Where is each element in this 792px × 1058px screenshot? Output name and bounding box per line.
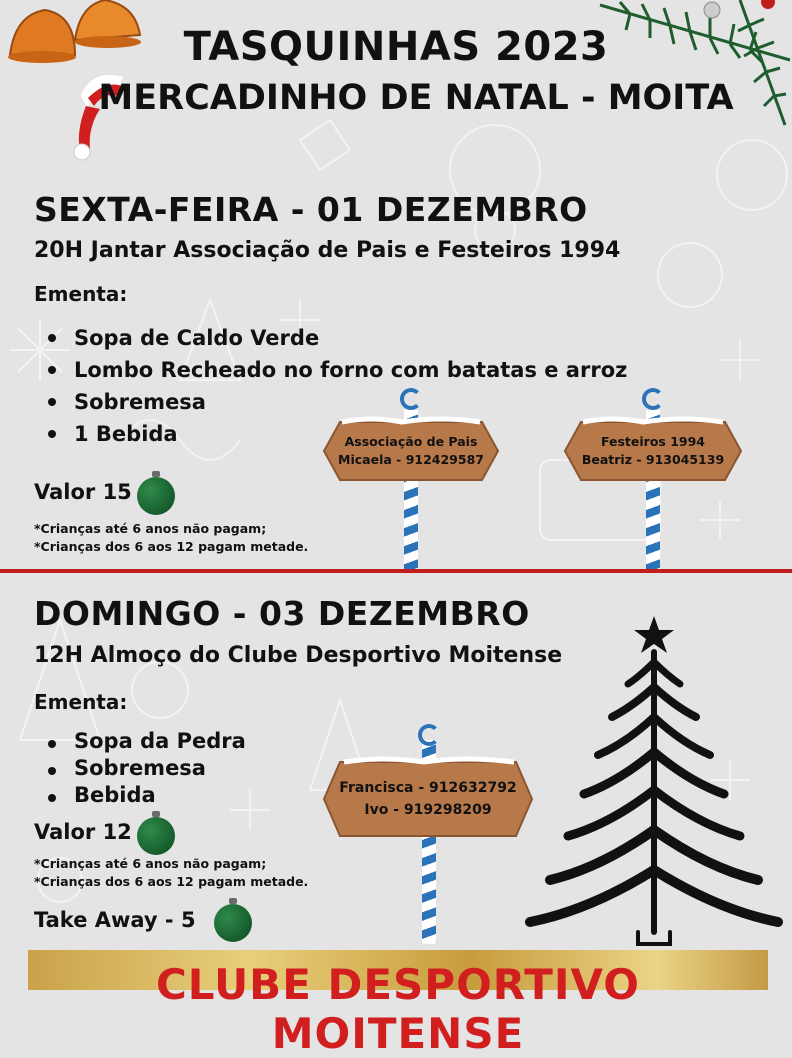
- sign-line-2: Ivo - 919298209: [364, 802, 492, 818]
- sunday-note-1: *Crianças até 6 anos não pagam;: [34, 856, 267, 871]
- ornament-icon: [137, 817, 175, 855]
- friday-price: Valor 15: [34, 480, 132, 504]
- sign-line-2: Micaela - 912429587: [338, 452, 484, 467]
- signpost-hook-icon: [642, 388, 664, 410]
- friday-heading: SEXTA-FEIRA - 01 DEZEMBRO: [34, 190, 588, 229]
- list-item: Sobremesa: [36, 755, 246, 782]
- signpost-hook-icon: [400, 388, 422, 410]
- signpost-hook-icon: [418, 724, 440, 746]
- friday-note-1: *Crianças até 6 anos não pagam;: [34, 521, 267, 536]
- sign-festeiros: [563, 420, 743, 482]
- sunday-heading: DOMINGO - 03 DEZEMBRO: [34, 594, 530, 633]
- friday-menu-label: Ementa:: [34, 282, 128, 306]
- footer-banner: [28, 950, 768, 1058]
- sunday-menu-label: Ementa:: [34, 690, 128, 714]
- sign-line-1: Associação de Pais: [344, 434, 478, 449]
- sign-clube: [322, 760, 534, 838]
- sunday-note-2: *Crianças dos 6 aos 12 pagam metade.: [34, 874, 309, 889]
- list-item: Sopa de Caldo Verde: [36, 322, 627, 354]
- list-item: Sopa da Pedra: [36, 728, 246, 755]
- list-item: Bebida: [36, 782, 246, 809]
- friday-note-2: *Crianças dos 6 aos 12 pagam metade.: [34, 539, 309, 554]
- list-item: 1 Bebida: [36, 418, 627, 450]
- takeaway-price: Take Away - 5: [34, 908, 196, 932]
- sunday-event: 12H Almoço do Clube Desportivo Moitense: [34, 643, 563, 668]
- section-divider: [0, 569, 792, 573]
- page-title: TASQUINHAS 2023: [183, 24, 609, 70]
- sign-line-1: Francisca - 912632792: [339, 780, 517, 796]
- sign-line-1: Festeiros 1994: [600, 434, 706, 449]
- sunday-menu-list: [36, 728, 246, 809]
- sunday-price: Valor 12: [34, 820, 132, 844]
- list-item: Sobremesa: [36, 386, 627, 418]
- ornament-icon: [137, 477, 175, 515]
- sign-line-2: Beatriz - 913045139: [581, 452, 725, 467]
- page-subtitle: MERCADINHO DE NATAL - MOITA: [98, 78, 734, 118]
- sign-associacao: [322, 420, 500, 482]
- ornament-icon: [214, 904, 252, 942]
- list-item: Lombo Recheado no forno com batatas e arroz: [36, 354, 627, 386]
- footer-banner-text: CLUBE DESPORTIVO MOITENSE: [155, 960, 640, 1058]
- friday-event: 20H Jantar Associação de Pais e Festeiros 1994: [34, 238, 621, 263]
- christmas-tree-icon: [520, 612, 782, 952]
